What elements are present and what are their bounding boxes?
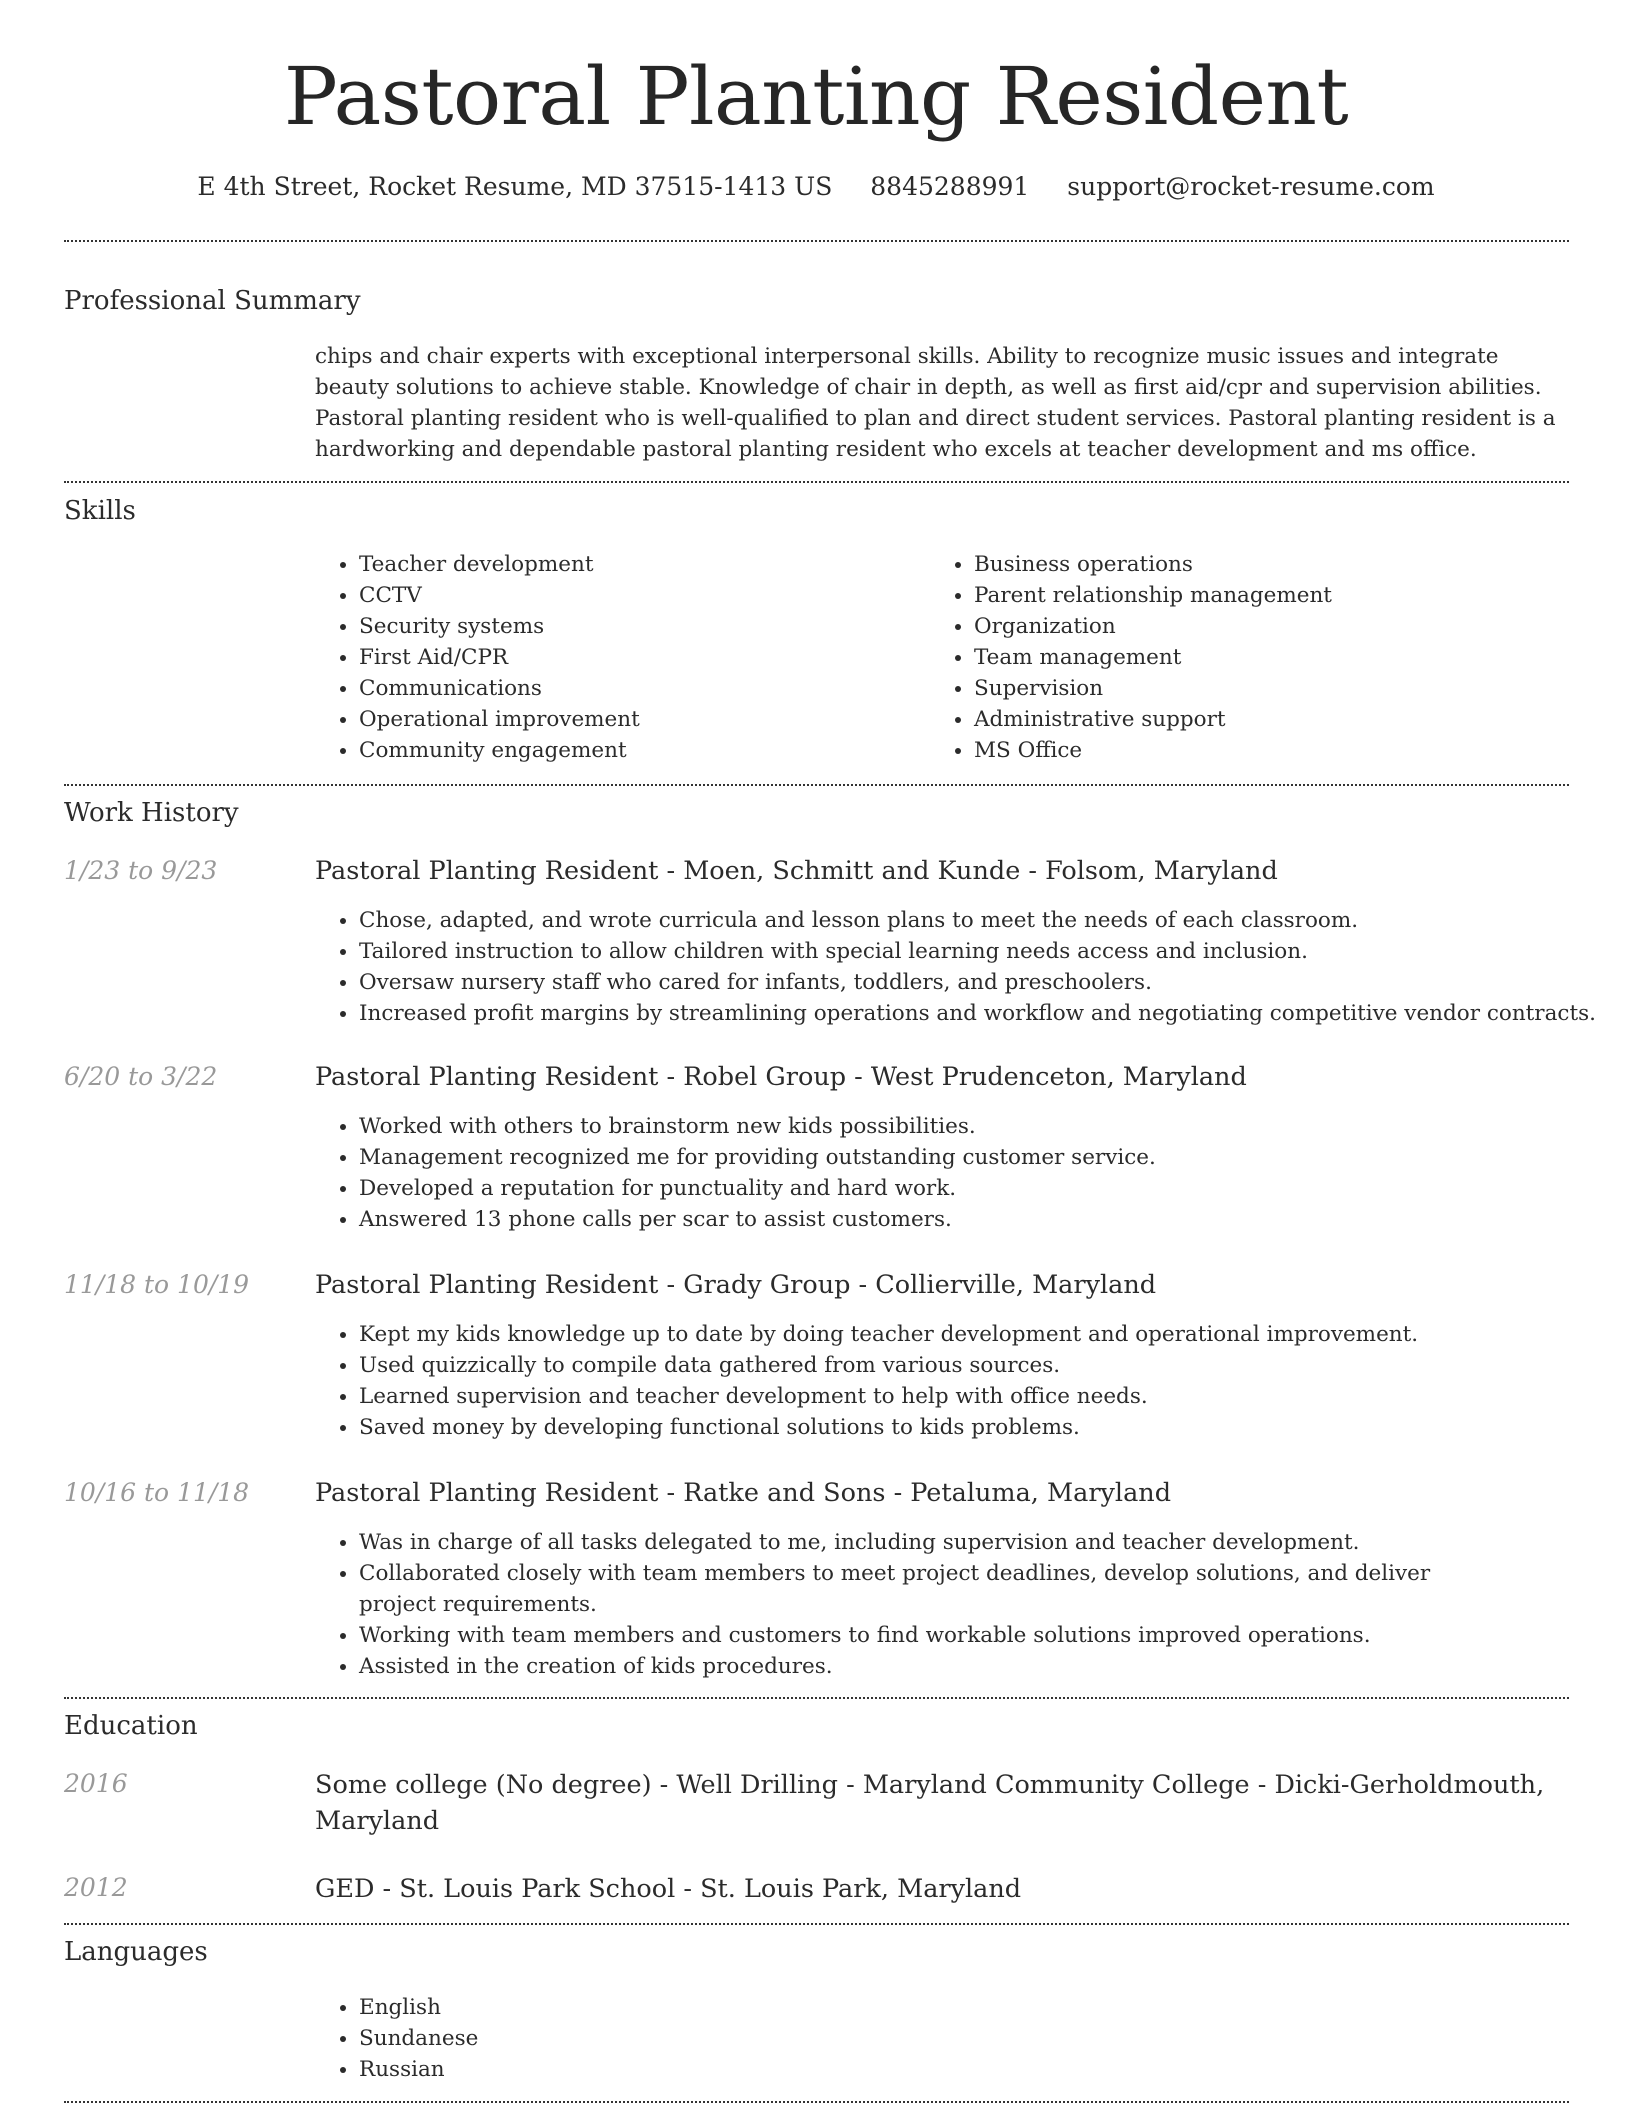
job-dates: 11/18 to 10/19 [64, 1270, 250, 1299]
list-item: • Operational improvement [359, 704, 919, 735]
list-item: • Management recognized me for providing outstanding customer service. [359, 1142, 1609, 1173]
list-item: • Used quizzically to compile data gathered from various sources. [359, 1350, 1609, 1381]
email: support@rocket-resume.com [1067, 172, 1435, 201]
divider [64, 240, 1569, 242]
job-bullets [315, 1319, 1609, 1443]
list-item: • Chose, adapted, and wrote curricula and lesson plans to meet the needs of each classroom. [359, 905, 1609, 936]
list-item: • Answered 13 phone calls per scar to assist customers. [359, 1204, 1609, 1235]
summary-heading: Professional Summary [64, 286, 361, 316]
job-dates: 1/23 to 9/23 [64, 856, 218, 885]
job-bullets [315, 1527, 1489, 1682]
divider [64, 784, 1569, 786]
education-entry: GED - St. Louis Park School - St. Louis Park, Maryland [315, 1874, 1022, 1904]
education-year: 2012 [64, 1873, 128, 1902]
list-item: • English [359, 1992, 959, 2023]
skills-heading: Skills [64, 496, 136, 526]
list-item: • Developed a reputation for punctuality and hard work. [359, 1173, 1609, 1204]
list-item: • Organization [974, 611, 1594, 642]
list-item: • Business operations [974, 549, 1594, 580]
divider [64, 1923, 1569, 1925]
job-dates: 6/20 to 3/22 [64, 1062, 218, 1091]
skills-list-left [315, 549, 919, 766]
list-item: • Security systems [359, 611, 919, 642]
languages-heading: Languages [64, 1937, 208, 1967]
address: E 4th Street, Rocket Resume, MD 37515-1413 US [197, 172, 833, 201]
list-item: • Sundanese [359, 2023, 959, 2054]
skills-list-right [930, 549, 1594, 766]
list-item: • MS Office [974, 735, 1594, 766]
contact-line [0, 170, 1632, 204]
list-item: • Communications [359, 673, 919, 704]
list-item: • Oversaw nursery staff who cared for infants, toddlers, and preschoolers. [359, 967, 1609, 998]
list-item: • CCTV [359, 580, 919, 611]
list-item: • First Aid/CPR [359, 642, 919, 673]
list-item: • Team management [974, 642, 1594, 673]
list-item: • Saved money by developing functional solutions to kids problems. [359, 1412, 1609, 1443]
list-item: • Tailored instruction to allow children with special learning needs access and inclusion. [359, 936, 1609, 967]
phone: 8845288991 [870, 172, 1030, 201]
list-item: • Administrative support [974, 704, 1594, 735]
list-item: • Learned supervision and teacher development to help with office needs. [359, 1381, 1609, 1412]
list-item: • Russian [359, 2054, 959, 2085]
job-bullets [315, 905, 1609, 1029]
job-title: Pastoral Planting Resident - Grady Group - Collierville, Maryland [315, 1270, 1157, 1300]
summary-text: chips and chair experts with exceptional interpersonal skills. Ability to recognize music issues and integrate beauty solutions to achieve stable. Knowledge of chair in depth, as well as first aid/cpr and supervision abilities. Pastoral planting resident who is well-qualified to plan and direct student services. Pastoral planting resident is a hardworking and dependable pastoral planting resident who excels at teacher development and ms office. [315, 344, 1556, 462]
education-entry: Some college (No degree) - Well Drilling - Maryland Community College - Dicki-Gerholdmouth, Maryland [315, 1770, 1545, 1836]
job-title: Pastoral Planting Resident - Moen, Schmitt and Kunde - Folsom, Maryland [315, 856, 1278, 886]
job-bullets [315, 1111, 1609, 1235]
list-item: • Kept my kids knowledge up to date by doing teacher development and operational improvement. [359, 1319, 1609, 1350]
work-heading: Work History [64, 798, 239, 828]
job-title: Pastoral Planting Resident - Robel Group - West Prudenceton, Maryland [315, 1062, 1247, 1092]
languages-list [315, 1992, 959, 2085]
list-item: • Working with team members and customers to find workable solutions improved operations. [359, 1620, 1489, 1651]
list-item: • Worked with others to brainstorm new kids possibilities. [359, 1111, 1609, 1142]
list-item: • Assisted in the creation of kids procedures. [359, 1651, 1489, 1682]
divider [64, 1697, 1569, 1699]
list-item: • Teacher development [359, 549, 919, 580]
list-item: • Collaborated closely with team members to meet project deadlines, develop solutions, and deliver project requirements. [359, 1558, 1489, 1620]
list-item: • Parent relationship management [974, 580, 1594, 611]
job-title: Pastoral Planting Resident - Ratke and Sons - Petaluma, Maryland [315, 1478, 1172, 1508]
education-heading: Education [64, 1711, 198, 1741]
job-dates: 10/16 to 11/18 [64, 1478, 250, 1507]
list-item: • Community engagement [359, 735, 919, 766]
list-item: • Was in charge of all tasks delegated to me, including supervision and teacher development. [359, 1527, 1489, 1558]
list-item: • Supervision [974, 673, 1594, 704]
education-year: 2016 [64, 1769, 128, 1798]
divider [64, 481, 1569, 483]
divider [64, 2101, 1569, 2103]
candidate-name: Pastoral Planting Resident [283, 50, 1349, 143]
list-item: • Increased profit margins by streamlining operations and workflow and negotiating competitive vendor contracts. [359, 998, 1609, 1029]
